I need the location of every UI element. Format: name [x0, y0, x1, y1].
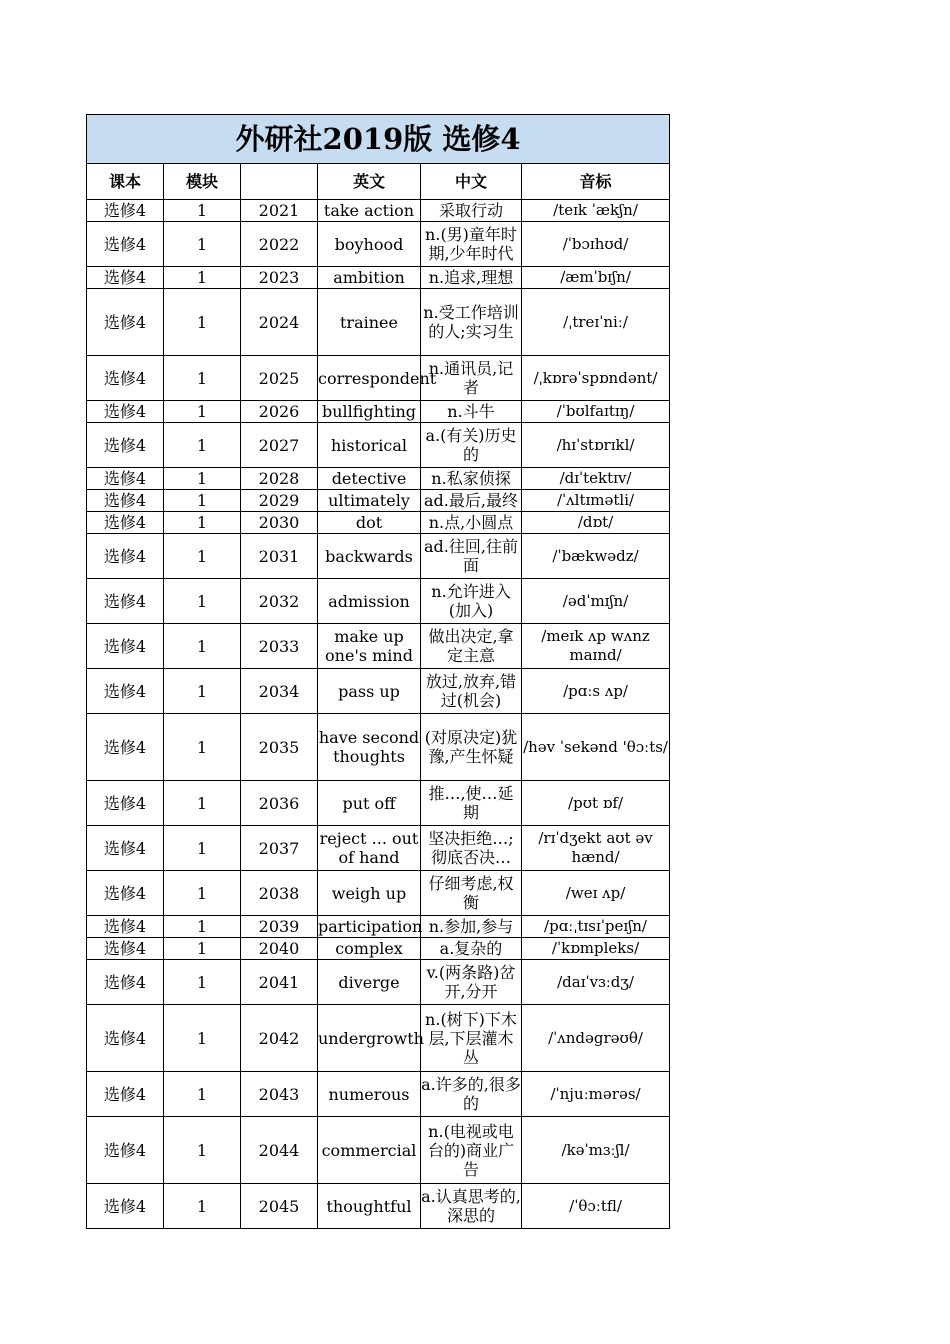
cell-english: detective [318, 468, 421, 490]
cell-chinese: n.点,小圆点 [421, 512, 522, 534]
cell-book: 选修4 [87, 289, 164, 356]
cell-english: ultimately [318, 490, 421, 512]
cell-id: 2040 [241, 938, 318, 960]
cell-english: trainee [318, 289, 421, 356]
cell-book: 选修4 [87, 356, 164, 401]
cell-english: boyhood [318, 222, 421, 267]
cell-phonetic: /ˌtreɪˈniː/ [522, 289, 670, 356]
cell-book: 选修4 [87, 1072, 164, 1117]
table-row [87, 1184, 670, 1229]
table-title: 外研社2019版 选修4 [87, 115, 670, 164]
table-row [87, 534, 670, 579]
cell-id: 2042 [241, 1005, 318, 1072]
cell-book: 选修4 [87, 512, 164, 534]
cell-phonetic: /dɪˈtektɪv/ [522, 468, 670, 490]
cell-chinese: n.追求,理想 [421, 267, 522, 289]
table-row [87, 669, 670, 714]
cell-module: 1 [164, 222, 241, 267]
cell-phonetic: /weɪ ʌp/ [522, 871, 670, 916]
cell-id: 2032 [241, 579, 318, 624]
cell-phonetic: /ˈbɔɪhʊd/ [522, 222, 670, 267]
cell-module: 1 [164, 1005, 241, 1072]
cell-phonetic: /teɪk ˈækʃn/ [522, 200, 670, 222]
cell-chinese: n.斗牛 [421, 401, 522, 423]
cell-english: weigh up [318, 871, 421, 916]
cell-chinese: a.许多的,很多的 [421, 1072, 522, 1117]
cell-module: 1 [164, 579, 241, 624]
cell-phonetic: /ˈkɒmpleks/ [522, 938, 670, 960]
cell-phonetic: /meɪk ʌp wʌnz maɪnd/ [522, 624, 670, 669]
cell-chinese: n.允许进入(加入) [421, 579, 522, 624]
cell-phonetic: /həv ˈsekənd 'θɔːts/ [522, 714, 670, 781]
cell-phonetic: /ˈbækwədz/ [522, 534, 670, 579]
cell-module: 1 [164, 534, 241, 579]
header-phonetic: 音标 [522, 164, 670, 200]
cell-book: 选修4 [87, 534, 164, 579]
cell-chinese: ad.往回,往前面 [421, 534, 522, 579]
cell-english: historical [318, 423, 421, 468]
cell-id: 2038 [241, 871, 318, 916]
table-row [87, 289, 670, 356]
cell-module: 1 [164, 423, 241, 468]
cell-id: 2036 [241, 781, 318, 826]
cell-book: 选修4 [87, 579, 164, 624]
cell-english: bullfighting [318, 401, 421, 423]
cell-chinese: n.私家侦探 [421, 468, 522, 490]
table-row [87, 1005, 670, 1072]
cell-module: 1 [164, 781, 241, 826]
cell-module: 1 [164, 401, 241, 423]
header-english: 英文 [318, 164, 421, 200]
cell-english: pass up [318, 669, 421, 714]
cell-module: 1 [164, 356, 241, 401]
cell-chinese: n.(树下)下木层,下层灌木丛 [421, 1005, 522, 1072]
cell-id: 2024 [241, 289, 318, 356]
cell-phonetic: /pɑːˌtɪsɪˈpeɪʃn/ [522, 916, 670, 938]
cell-chinese: v.(两条路)岔开,分开 [421, 960, 522, 1005]
table-row [87, 960, 670, 1005]
cell-chinese: n.参加,参与 [421, 916, 522, 938]
table-row [87, 267, 670, 289]
cell-book: 选修4 [87, 468, 164, 490]
cell-id: 2021 [241, 200, 318, 222]
cell-english: correspondent [318, 356, 421, 401]
cell-book: 选修4 [87, 916, 164, 938]
table-row [87, 490, 670, 512]
cell-chinese: (对原决定)犹豫,产生怀疑 [421, 714, 522, 781]
cell-book: 选修4 [87, 423, 164, 468]
cell-id: 2030 [241, 512, 318, 534]
cell-phonetic: /dɒt/ [522, 512, 670, 534]
cell-book: 选修4 [87, 1117, 164, 1184]
cell-module: 1 [164, 512, 241, 534]
cell-id: 2028 [241, 468, 318, 490]
cell-module: 1 [164, 669, 241, 714]
cell-id: 2043 [241, 1072, 318, 1117]
cell-english: backwards [318, 534, 421, 579]
cell-module: 1 [164, 468, 241, 490]
cell-book: 选修4 [87, 781, 164, 826]
cell-chinese: n.受工作培训的人;实习生 [421, 289, 522, 356]
cell-id: 2035 [241, 714, 318, 781]
cell-book: 选修4 [87, 871, 164, 916]
cell-module: 1 [164, 1184, 241, 1229]
cell-english: diverge [318, 960, 421, 1005]
cell-id: 2029 [241, 490, 318, 512]
header-module: 模块 [164, 164, 241, 200]
cell-phonetic: /pɑːs ʌp/ [522, 669, 670, 714]
cell-phonetic: /pʊt ɒf/ [522, 781, 670, 826]
cell-phonetic: /kəˈmɜːʃl/ [522, 1117, 670, 1184]
cell-phonetic: /æmˈbɪʃn/ [522, 267, 670, 289]
table-row [87, 222, 670, 267]
table-row [87, 1072, 670, 1117]
cell-english: admission [318, 579, 421, 624]
cell-english: put off [318, 781, 421, 826]
table-row [87, 938, 670, 960]
cell-id: 2034 [241, 669, 318, 714]
table-row [87, 512, 670, 534]
cell-book: 选修4 [87, 222, 164, 267]
cell-phonetic: /ədˈmɪʃn/ [522, 579, 670, 624]
cell-chinese: 坚决拒绝…;彻底否决… [421, 826, 522, 871]
header-id [241, 164, 318, 200]
cell-english: participation [318, 917, 423, 936]
cell-phonetic: /daɪˈvɜːdʒ/ [522, 960, 670, 1005]
table-row [87, 871, 670, 916]
cell-module: 1 [164, 826, 241, 871]
cell-chinese: a.认真思考的,深思的 [421, 1184, 522, 1229]
table-row [87, 579, 670, 624]
table-row [87, 401, 670, 423]
cell-phonetic: /rɪˈdʒekt aʊt əv hænd/ [522, 826, 670, 871]
cell-id: 2045 [241, 1184, 318, 1229]
header-chinese: 中文 [421, 164, 522, 200]
cell-chinese: 仔细考虑,权衡 [421, 871, 522, 916]
cell-english: complex [318, 938, 421, 960]
cell-chinese: n.通讯员,记者 [421, 356, 522, 401]
cell-book: 选修4 [87, 669, 164, 714]
cell-book: 选修4 [87, 960, 164, 1005]
table-row [87, 468, 670, 490]
table-row [87, 714, 670, 781]
cell-module: 1 [164, 1117, 241, 1184]
cell-chinese: a.复杂的 [421, 938, 522, 960]
cell-module: 1 [164, 200, 241, 222]
vocabulary-table [86, 114, 670, 1229]
table-row [87, 624, 670, 669]
cell-module: 1 [164, 960, 241, 1005]
cell-id: 2044 [241, 1117, 318, 1184]
cell-phonetic: /hɪˈstɒrɪkl/ [522, 423, 670, 468]
cell-book: 选修4 [87, 401, 164, 423]
cell-chinese: n.(男)童年时期,少年时代 [421, 222, 522, 267]
table-row [87, 826, 670, 871]
cell-id: 2041 [241, 960, 318, 1005]
cell-phonetic: /ˈʌltɪmətli/ [522, 490, 670, 512]
cell-id: 2025 [241, 356, 318, 401]
cell-book: 选修4 [87, 1184, 164, 1229]
cell-id: 2026 [241, 401, 318, 423]
cell-chinese: n.(电视或电台的)商业广告 [421, 1117, 522, 1184]
cell-phonetic: /ˈbʊlfaɪtɪŋ/ [522, 401, 670, 423]
cell-module: 1 [164, 624, 241, 669]
cell-english: take action [318, 200, 421, 222]
cell-module: 1 [164, 1072, 241, 1117]
cell-module: 1 [164, 916, 241, 938]
cell-english: numerous [318, 1072, 421, 1117]
cell-id: 2031 [241, 534, 318, 579]
cell-book: 选修4 [87, 826, 164, 871]
cell-phonetic: /ˈnjuːmərəs/ [522, 1072, 670, 1117]
header-book: 课本 [87, 164, 164, 200]
cell-english: make up one's mind [318, 624, 421, 669]
cell-english: reject ... out of hand [318, 826, 421, 871]
cell-id: 2033 [241, 624, 318, 669]
cell-book: 选修4 [87, 490, 164, 512]
cell-english: commercial [318, 1117, 421, 1184]
cell-module: 1 [164, 289, 241, 356]
cell-english: thoughtful [318, 1184, 421, 1229]
cell-module: 1 [164, 938, 241, 960]
cell-book: 选修4 [87, 1005, 164, 1072]
header-row [87, 164, 670, 200]
cell-chinese: 采取行动 [421, 200, 522, 222]
cell-english: dot [318, 512, 421, 534]
cell-chinese: 放过,放弃,错过(机会) [421, 669, 522, 714]
cell-book: 选修4 [87, 267, 164, 289]
cell-phonetic: /ˈθɔːtfl/ [522, 1184, 670, 1229]
cell-id: 2022 [241, 222, 318, 267]
cell-chinese: a.(有关)历史的 [421, 423, 522, 468]
table-row [87, 781, 670, 826]
cell-phonetic: /ˈʌndəgrəʊθ/ [522, 1005, 670, 1072]
cell-chinese: 做出决定,拿定主意 [421, 624, 522, 669]
table-row [87, 916, 670, 938]
cell-id: 2039 [241, 916, 318, 938]
table-row [87, 1117, 670, 1184]
cell-english: have second thoughts [318, 714, 421, 781]
cell-module: 1 [164, 871, 241, 916]
cell-module: 1 [164, 490, 241, 512]
cell-phonetic: /ˌkɒrəˈspɒndənt/ [522, 356, 670, 401]
table-row [87, 356, 670, 401]
cell-module: 1 [164, 267, 241, 289]
cell-id: 2037 [241, 826, 318, 871]
cell-chinese: ad.最后,最终 [421, 490, 522, 512]
cell-id: 2023 [241, 267, 318, 289]
table-row [87, 200, 670, 222]
table-row [87, 423, 670, 468]
cell-chinese: 推…,使…延期 [421, 781, 522, 826]
cell-english: undergrowth [318, 1005, 421, 1072]
cell-book: 选修4 [87, 938, 164, 960]
cell-book: 选修4 [87, 200, 164, 222]
cell-english: ambition [318, 267, 421, 289]
cell-book: 选修4 [87, 624, 164, 669]
cell-module: 1 [164, 714, 241, 781]
cell-book: 选修4 [87, 714, 164, 781]
cell-id: 2027 [241, 423, 318, 468]
